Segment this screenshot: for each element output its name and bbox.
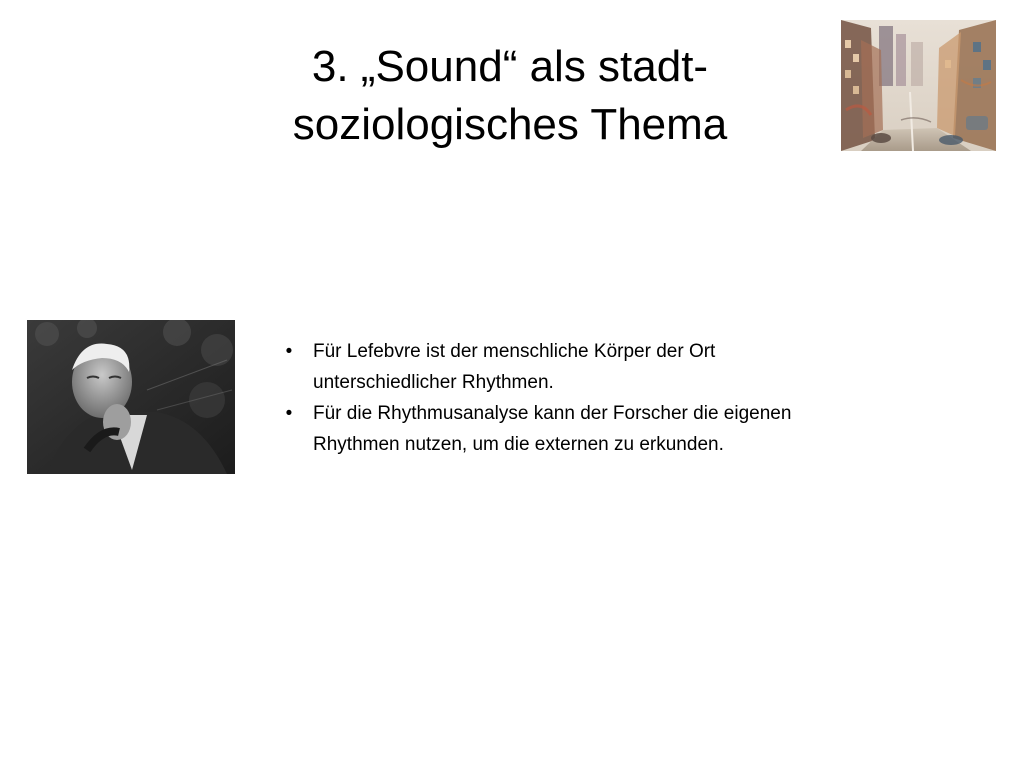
- portrait-photo: [27, 320, 235, 474]
- slide-title: [150, 38, 870, 154]
- watercolor-city-icon: [841, 20, 996, 151]
- bullet-text-line: Für Lefebvre ist der menschliche Körper der Ort: [313, 341, 716, 362]
- bullet-text-line: Rhythmen nutzen, um die externen zu erkunden.: [313, 434, 724, 455]
- bullet-text-line: Für die Rhythmusanalyse kann der Forscher die eigenen: [313, 403, 792, 424]
- title-line-1: 3. „Sound“ als stadt-: [311, 42, 709, 91]
- portrait-icon: [27, 320, 235, 474]
- bullet-item: [282, 398, 922, 460]
- bullet-dot-icon: •: [285, 403, 293, 424]
- bullet-text-line: unterschiedlicher Rhythmen.: [313, 372, 554, 393]
- city-painting-image: [841, 20, 996, 151]
- title-line-2: soziologisches Thema: [292, 100, 728, 149]
- bullet-list: [282, 336, 922, 460]
- bullet-dot-icon: •: [285, 341, 293, 362]
- bullet-item: [282, 336, 922, 398]
